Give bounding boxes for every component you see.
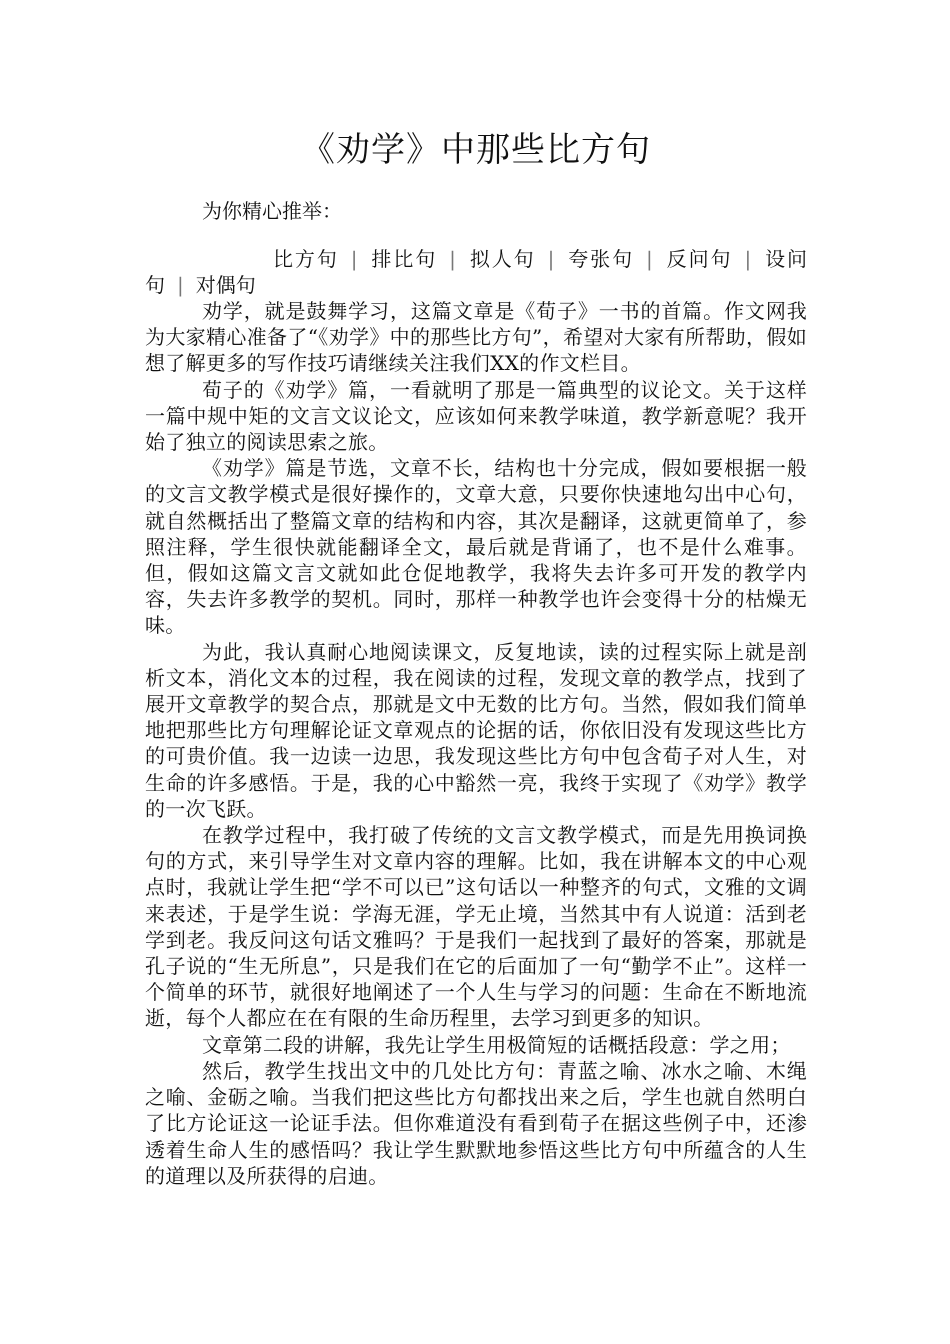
nav-link-metaphor[interactable]: 比方句: [273, 247, 339, 271]
body-paragraph: 劝学，就是鼓舞学习，这篇文章是《荀子》一书的首篇。作文网我为大家精心准备了“《劝学》中的那些比方句”，希望对大家有所帮助，假如想了解更多的写作技巧请继续关注我们XX的作文栏目。: [145, 299, 807, 376]
body-paragraph: 荀子的《劝学》篇，一看就明了那是一篇典型的议论文。关于这样一篇中规中矩的文言文议论文，应该如何来教学味道，教学新意呢？我开始了独立的阅读思索之旅。: [145, 377, 807, 455]
nav-link-self-answered-question[interactable]: 设问句: [145, 247, 808, 297]
related-links-nav: [145, 246, 807, 298]
body-paragraph: 《劝学》篇是节选，文章不长，结构也十分完成，假如要根据一般的文言文教学模式是很好操作的，文章大意，只要你快速地勾出中心句，就自然概括出了整篇文章的结构和内容，其次是翻译，这就更简单了，参照注释，学生很快就能翻译全文，最后就是背诵了，也不是什么难事。但，假如这篇文言文就如此仓促地教学，我将失去许多可开发的教学内容，失去许多教学的契机。同时，那样一种教学也许会变得十分的枯燥无味。: [145, 456, 807, 638]
nav-link-parallelism[interactable]: 排比句: [369, 247, 438, 271]
document-page: [145, 128, 807, 1189]
recommend-label: 为你精心推举：: [202, 199, 342, 223]
nav-link-personification[interactable]: 拟人句: [467, 247, 536, 271]
body-paragraph: 文章第二段的讲解，我先让学生用极简短的话概括段意：学之用；: [202, 1032, 791, 1057]
nav-separator: |: [547, 247, 555, 271]
nav-link-rhetorical-question[interactable]: 反问句: [664, 247, 733, 271]
nav-separator: |: [350, 247, 358, 271]
body-paragraph: 然后，教学生找出文中的几处比方句：青蓝之喻、冰水之喻、木绳之喻、金砺之喻。当我们把这些比方句都找出来之后，学生也就自然明白了比方论证这一论证手法。但你难道没有看到荀子在据这些例子中，还渗透着生命人生的感悟吗？我让学生默默地参悟这些比方句中所蕴含的人生的道理以及所获得的启迪。: [145, 1058, 807, 1188]
nav-link-hyperbole[interactable]: 夸张句: [566, 247, 635, 271]
nav-separator: |: [449, 247, 456, 271]
nav-separator: |: [744, 247, 752, 271]
nav-separator: |: [177, 273, 184, 297]
nav-link-antithesis[interactable]: 对偶句: [195, 273, 256, 297]
body-paragraph: 在教学过程中，我打破了传统的文言文教学模式，而是先用换词换句的方式，来引导学生对文章内容的理解。比如，我在讲解本文的中心观点时，我就让学生把“学不可以已”这句话以一种整齐的句式，文雅的文调来表述，于是学生说：学海无涯，学无止境，当然其中有人说道：活到老学到老。我反问这句话文雅吗？于是我们一起找到了最好的答案，那就是孔子说的“生无所息”，只是我们在它的后面加了一句“勤学不止”。这样一个简单的环节，就很好地阐述了一个人生与学习的问题：生命在不断地流逝，每个人都应在在有限的生命历程里，去学习到更多的知识。: [145, 823, 807, 1031]
document-title: 《劝学》中那些比方句: [301, 130, 651, 170]
body-paragraph: 为此，我认真耐心地阅读课文，反复地读，读的过程实际上就是剖析文本，消化文本的过程，我在阅读的过程，发现文章的教学点，找到了展开文章教学的契合点，那就是文中无数的比方句。当然，假如我们简单地把那些比方句理解论证文章观点的论据的话，你依旧没有发现这些比方的可贵价值。我一边读一边思，我发现这些比方句中包含荀子对人生，对生命的许多感悟。于是，我的心中豁然一亮，我终于实现了《劝学》教学的一次飞跃。: [145, 639, 807, 821]
nav-separator: |: [646, 247, 653, 271]
